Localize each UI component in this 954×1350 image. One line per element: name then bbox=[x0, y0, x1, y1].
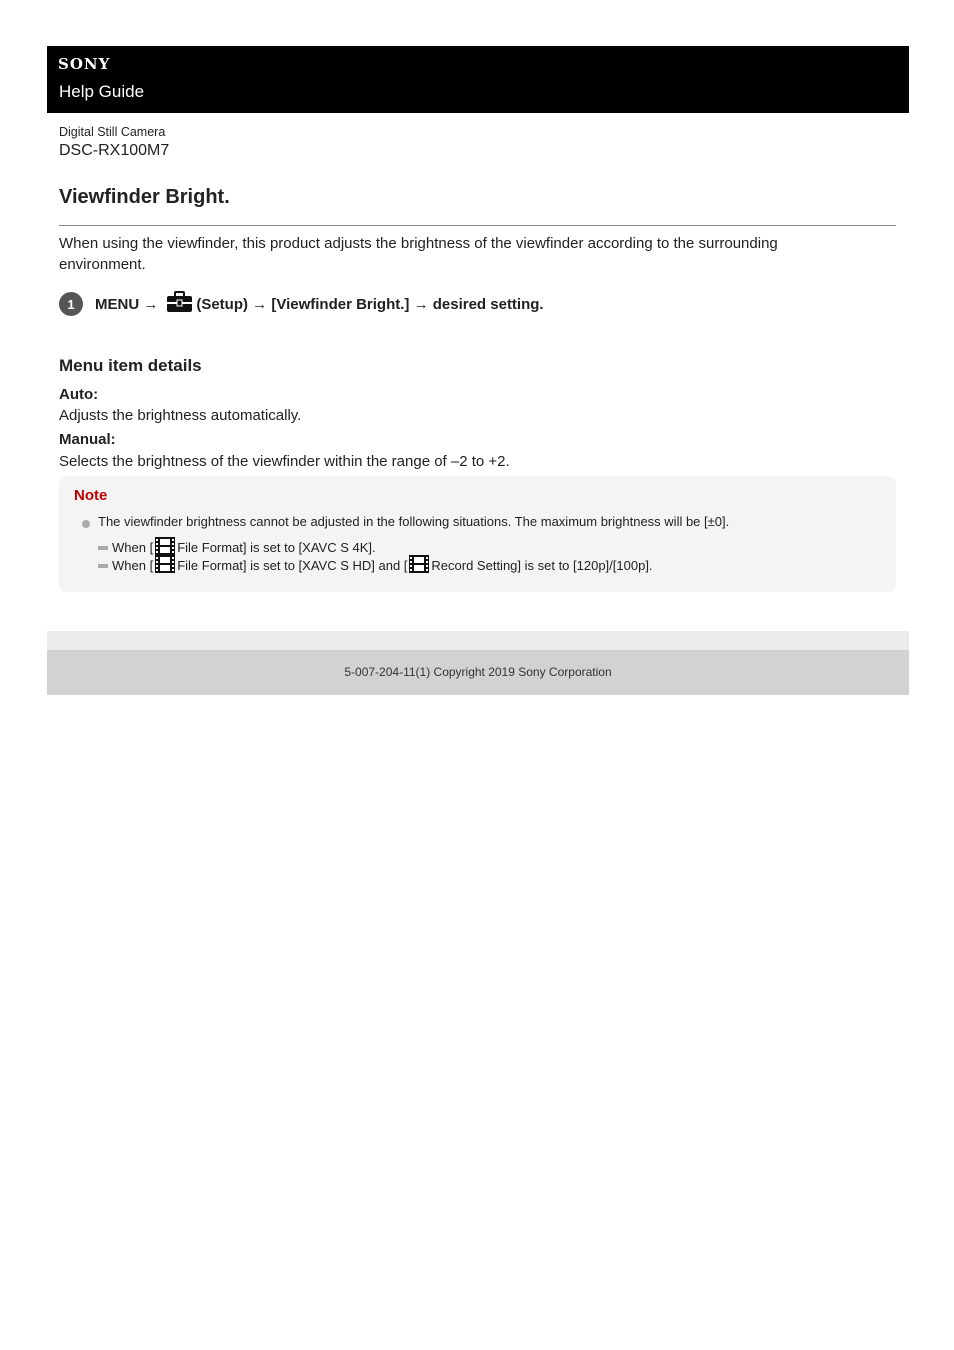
note-sub-item bbox=[98, 555, 653, 576]
step-setup-text: (Setup) → [Viewfinder Bright.] → desired setting. bbox=[196, 295, 544, 313]
item-auto-term: Auto: bbox=[59, 386, 99, 403]
footer-top-strip bbox=[47, 631, 909, 650]
intro-text: When using the viewfinder, this product adjusts the brightness of the viewfinder according to the surrounding environment. bbox=[59, 235, 778, 273]
sub-item-middle: File Format] is set to [XAVC S HD] and [ bbox=[177, 558, 408, 573]
bullet-icon bbox=[82, 520, 90, 528]
copyright-text: 5-007-204-11(1) Copyright 2019 Sony Corporation bbox=[344, 665, 612, 679]
note-title: Note bbox=[74, 487, 108, 504]
sub-item-suffix: File Format] is set to [XAVC S 4K]. bbox=[177, 540, 376, 555]
step-number-badge: 1 bbox=[59, 292, 83, 316]
product-category: Digital Still Camera bbox=[59, 125, 166, 139]
menu-item-details-heading: Menu item details bbox=[59, 356, 202, 375]
film-icon bbox=[409, 555, 429, 576]
help-guide-label: Help Guide bbox=[59, 82, 145, 101]
note-box bbox=[59, 476, 896, 592]
item-manual-desc: Selects the brightness of the viewfinder within the range of –2 to +2. bbox=[59, 453, 510, 470]
dash-icon bbox=[98, 564, 108, 568]
title-divider bbox=[59, 225, 896, 226]
footer bbox=[47, 650, 909, 695]
header-bar bbox=[47, 46, 909, 113]
dash-icon bbox=[98, 546, 108, 550]
item-manual-term: Manual: bbox=[59, 431, 116, 448]
film-icon bbox=[155, 555, 175, 576]
sub-item-prefix: When [ bbox=[112, 540, 154, 555]
toolbox-icon bbox=[166, 291, 193, 317]
step-1 bbox=[59, 291, 544, 317]
item-auto-desc: Adjusts the brightness automatically. bbox=[59, 407, 302, 424]
note-text: The viewfinder brightness cannot be adjusted in the following situations. The maximum brightness will be [±0]. bbox=[98, 514, 730, 529]
sub-item-prefix: When [ bbox=[112, 558, 154, 573]
sub-item-suffix: Record Setting] is set to [120p]/[100p]. bbox=[431, 558, 653, 573]
sony-logo: SONY bbox=[58, 55, 111, 73]
step-menu-text: MENU → bbox=[95, 295, 159, 313]
product-model: DSC-RX100M7 bbox=[59, 142, 170, 159]
page-title: Viewfinder Bright. bbox=[59, 186, 230, 208]
